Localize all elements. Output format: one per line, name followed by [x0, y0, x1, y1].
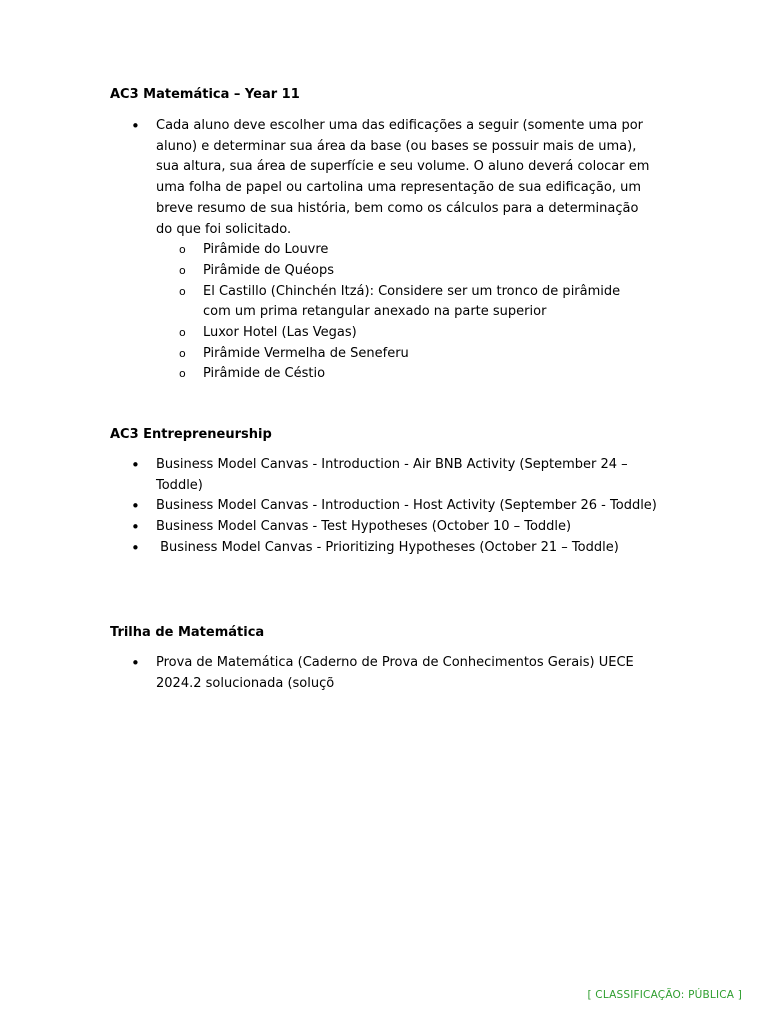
- circle-bullet-icon: o: [179, 346, 186, 360]
- bullet-icon: •: [131, 117, 140, 135]
- list-item-text: Business Model Canvas - Introduction - Host Activity (September 26 - Toddle): [156, 498, 657, 514]
- list-item-text: Business Model Canvas - Test Hypotheses (October 10 – Toddle): [156, 519, 572, 535]
- circle-bullet-icon: o: [179, 284, 186, 298]
- bullet-icon: •: [131, 456, 140, 474]
- classification-label: [ CLASSIFICAÇÃO: PÚBLICA ]: [587, 989, 742, 1001]
- sub-list-item: [0, 364, 643, 385]
- section-heading-trilha-de-matematica: Trilha de Matemática: [110, 625, 265, 640]
- list-item-text: Prova de Matemática (Caderno de Prova de Conhecimentos Gerais) UECE 2024.2 solucionada (soluçõ: [156, 655, 634, 691]
- circle-bullet-icon: o: [179, 367, 186, 381]
- ac3-entrepreneurship-list: [0, 455, 658, 559]
- sub-list-item: [0, 240, 643, 261]
- list-item: [0, 455, 658, 496]
- section-heading-ac3-entrepreneurship: AC3 Entrepreneurship: [110, 427, 272, 442]
- sub-list-item-text: El Castillo (Chinchén Itzá): Considere ser um tronco de pirâmide com um prima retangular anexado na parte superior: [203, 283, 621, 320]
- sub-list-item: [0, 323, 643, 344]
- list-item: [0, 517, 658, 538]
- list-item: [0, 538, 658, 559]
- bullet-icon: •: [131, 518, 140, 537]
- circle-bullet-icon: o: [179, 243, 186, 257]
- sub-list-item: [0, 261, 643, 282]
- bullet-icon: •: [131, 654, 140, 672]
- sub-list-item-text: Pirâmide de Quéops: [203, 262, 334, 278]
- list-item: [0, 653, 658, 694]
- sub-list-item-text: Pirâmide do Louvre: [203, 242, 329, 258]
- sub-list-item-text: Pirâmide de Céstio: [203, 366, 326, 382]
- bullet-icon: •: [131, 497, 140, 516]
- list-item-text: Cada aluno deve escolher uma das edificações a seguir (somente uma por aluno) e determinar sua área da base (ou bases se possuir mais de uma), sua altura, sua área de superfície e seu volume. O aluno deverá colocar em uma folha de papel ou cartolina uma representação de sua edificação, um breve resumo de sua história, bem como os cálculos para a determinação do que foi solicitado.: [156, 118, 650, 237]
- sub-list-item: [0, 344, 643, 365]
- circle-bullet-icon: o: [179, 326, 186, 340]
- sub-list-item-text: Pirâmide Vermelha de Seneferu: [203, 345, 409, 361]
- list-item: [0, 496, 658, 517]
- list-item: [0, 116, 658, 240]
- sub-list-item-text: Luxor Hotel (Las Vegas): [203, 325, 357, 341]
- list-item-text: Business Model Canvas - Introduction - Air BNB Activity (September 24 – Toddle): [156, 457, 628, 493]
- ac3-matematica-list: [0, 116, 658, 385]
- trilha-de-matematica-list: [0, 653, 658, 694]
- section-heading-ac3-matematica: AC3 Matemática – Year 11: [110, 87, 300, 102]
- circle-bullet-icon: o: [179, 263, 186, 277]
- sub-list-item: [0, 282, 643, 323]
- list-item-text: Business Model Canvas - Prioritizing Hypotheses (October 21 – Toddle): [156, 539, 619, 555]
- bullet-icon: •: [131, 538, 140, 557]
